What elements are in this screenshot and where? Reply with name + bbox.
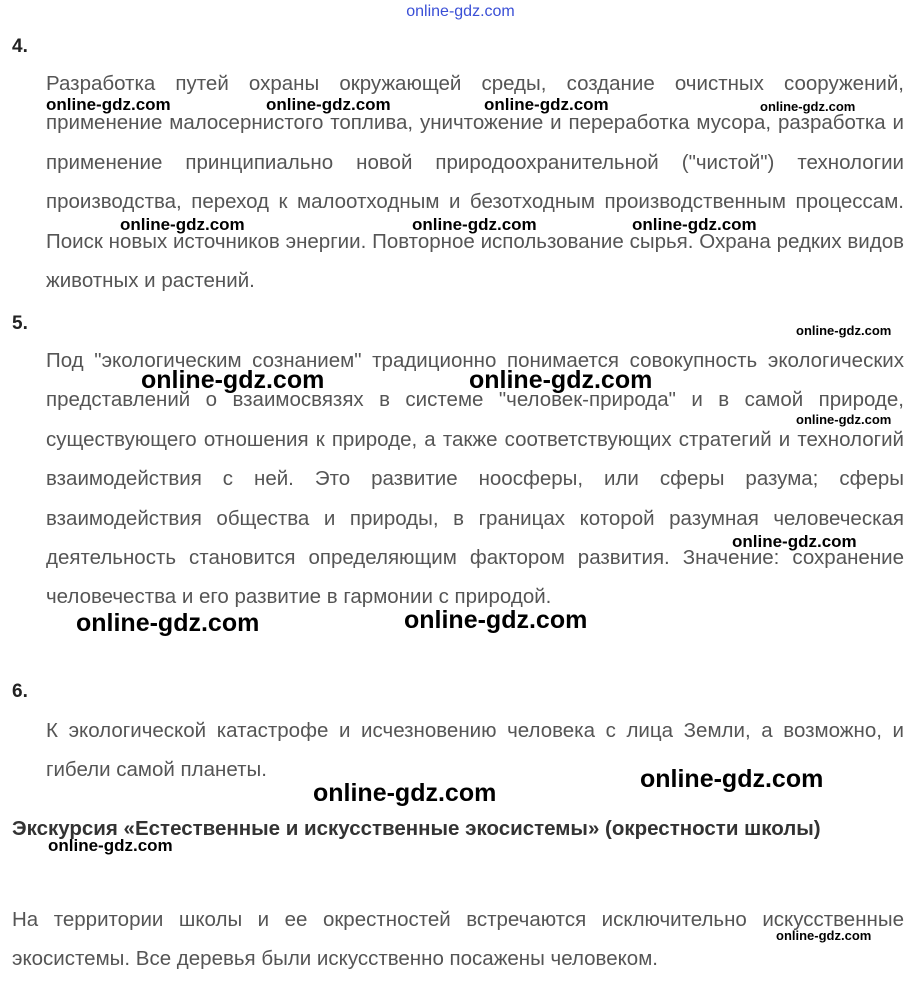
section-number-6: 6. <box>12 681 28 702</box>
watermark: online-gdz.com <box>640 765 824 793</box>
watermark: online-gdz.com <box>796 323 892 338</box>
watermark: online-gdz.com <box>776 928 872 943</box>
section-4-text: Разработка путей охраны окружающей среды, создание очистных сооружений, применение малосернистого топлива, уничтожение и переработка мусора, разработка и применение принципиально новой природоохранительной ("чистой") технологии производства, переход к малоотходным и безотходным производственным процессам. Поиск новых источников энергии. Повторное использование сырья. Охрана редких видов животных и растений. <box>46 72 904 293</box>
watermark: online-gdz.com <box>732 532 857 551</box>
watermark: online-gdz.com <box>48 836 173 855</box>
watermark: online-gdz.com <box>632 215 757 234</box>
section-5-text: Под "экологическим сознанием" традиционно понимается совокупность экологических представлений о взаимосвязях в системе "человек-природа" и в самой природе, существующего отношения к природе, а также соответствующих стратегий и технологий взаимодействия с ней. Это развитие ноосферы, или сферы разума; сферы взаимодействия общества и природы, в границах которой разумная человеческая деятельность становится определяющим фактором развития. Значение: сохранение человечества и его развитие в гармонии с природой. <box>46 349 904 609</box>
watermark: online-gdz.com <box>313 779 497 807</box>
excursion-text: На территории школы и ее окрестностей встречаются исключительно искусственные экосистемы. Все деревья были искусственно посажены человеком. <box>12 908 904 971</box>
watermark: online-gdz.com <box>469 366 653 394</box>
watermark: online-gdz.com <box>760 99 856 114</box>
watermark: online-gdz.com <box>484 95 609 114</box>
watermark: online-gdz.com <box>141 366 325 394</box>
watermark: online-gdz.com <box>412 215 537 234</box>
watermark: online-gdz.com <box>46 95 171 114</box>
watermark: online-gdz.com <box>120 215 245 234</box>
watermark: online-gdz.com <box>76 609 260 637</box>
watermark: online-gdz.com <box>266 95 391 114</box>
section-6-text: К экологической катастрофе и исчезновению человека с лица Земли, а возможно, и гибели самой планеты. <box>46 719 904 782</box>
watermark: online-gdz.com <box>796 412 892 427</box>
excursion-heading: Экскурсия «Естественные и искусственные экосистемы» (окрестности школы) <box>12 817 821 840</box>
section-number-4: 4. <box>12 36 28 57</box>
site-header-link[interactable]: online-gdz.com <box>406 3 515 20</box>
watermark: online-gdz.com <box>404 606 588 634</box>
section-number-5: 5. <box>12 313 28 334</box>
